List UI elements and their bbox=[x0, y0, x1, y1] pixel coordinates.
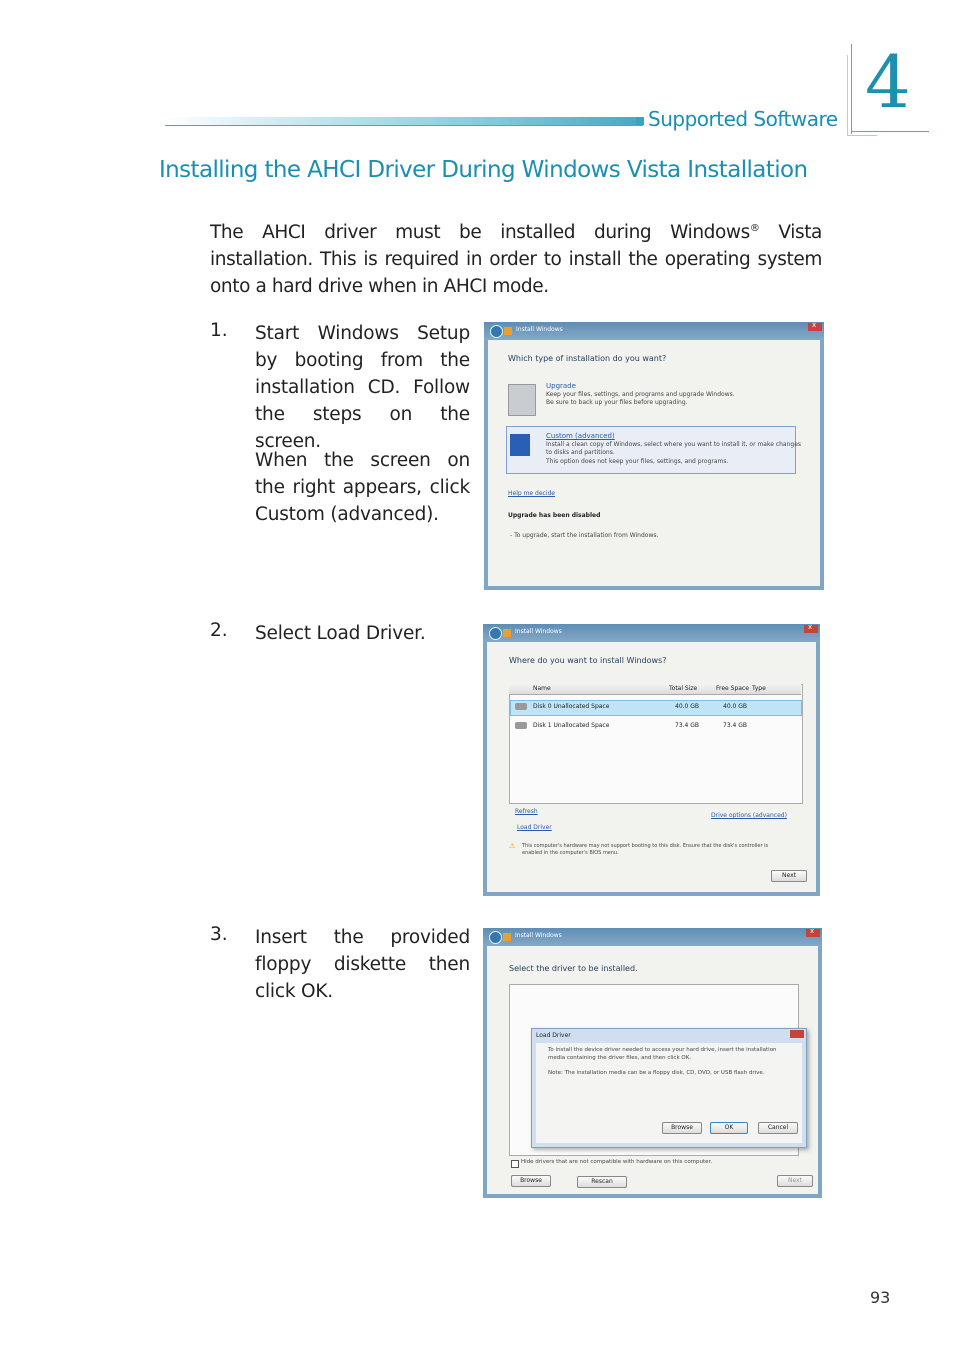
step-number: 1. bbox=[210, 320, 228, 341]
chapter-tab-line bbox=[847, 55, 848, 135]
refresh-link[interactable]: Refresh bbox=[515, 808, 538, 815]
disk-total-size: 73.4 GB bbox=[675, 722, 700, 729]
windows-setup-icon bbox=[503, 629, 511, 637]
close-button[interactable] bbox=[806, 929, 820, 937]
window-title: Install Windows bbox=[515, 932, 562, 939]
custom-description: Install a clean copy of Windows, select where you want to install it, or make changes bbox=[546, 441, 802, 448]
upgrade-icon bbox=[508, 384, 536, 416]
browse-button[interactable]: Browse bbox=[511, 1175, 551, 1187]
close-icon: x bbox=[808, 624, 813, 631]
close-icon: x bbox=[810, 928, 815, 935]
back-arrow-icon[interactable] bbox=[490, 325, 503, 338]
upgrade-disabled-heading: Upgrade has been disabled bbox=[508, 512, 601, 519]
windows-setup-icon bbox=[504, 327, 512, 335]
page-number: 93 bbox=[870, 1288, 891, 1307]
window-titlebar bbox=[484, 322, 824, 340]
disk-free-space: 73.4 GB bbox=[723, 722, 748, 729]
hide-drivers-label: Hide drivers that are not compatible with hardware on this computer. bbox=[521, 1159, 713, 1165]
close-button[interactable] bbox=[804, 625, 818, 633]
column-header[interactable]: Free Space bbox=[716, 685, 749, 692]
window-titlebar bbox=[483, 624, 820, 642]
step-number: 3. bbox=[210, 924, 228, 945]
drive-options-link[interactable]: Drive options (advanced) bbox=[711, 812, 787, 819]
upgrade-description: Be sure to back up your files before upgrading. bbox=[546, 399, 688, 406]
dialog-note: Note: The installation media can be a floppy disk, CD, DVD, or USB flash drive. bbox=[548, 1070, 765, 1076]
step-number: 2. bbox=[210, 620, 228, 641]
custom-install-icon bbox=[510, 434, 530, 456]
column-header[interactable]: Total Size bbox=[669, 685, 698, 692]
column-header[interactable]: Type bbox=[752, 685, 766, 692]
windows-setup-icon bbox=[503, 933, 511, 941]
window-titlebar bbox=[483, 928, 822, 946]
driver-question: Select the driver to be installed. bbox=[509, 964, 638, 973]
disk-total-size: 40.0 GB bbox=[675, 703, 700, 710]
warning-text: enabled in the computer's BIOS menu. bbox=[522, 850, 619, 856]
install-question: Where do you want to install Windows? bbox=[509, 656, 667, 665]
close-icon: x bbox=[812, 322, 817, 329]
chapter-number: 4 bbox=[865, 40, 911, 124]
screenshot-load-driver bbox=[483, 928, 822, 1198]
intro-text: The AHCI driver must be installed during Windows bbox=[210, 222, 750, 244]
browse-button[interactable]: Browse bbox=[662, 1122, 702, 1134]
disk-icon bbox=[515, 703, 527, 710]
back-arrow-icon[interactable] bbox=[489, 931, 502, 944]
step-text: Start Windows Setup by booting from the installation CD. Follow the steps on the screen. bbox=[255, 323, 470, 452]
disk-name: Disk 0 Unallocated Space bbox=[533, 703, 610, 710]
upgrade-description: Keep your files, settings, and programs and upgrade Windows. bbox=[546, 391, 735, 398]
load-driver-link[interactable]: Load Driver bbox=[517, 824, 552, 831]
step-text: When the screen on the right appears, click Custom (advanced). bbox=[255, 450, 470, 525]
window-body bbox=[488, 340, 820, 586]
chapter-tab-line bbox=[847, 135, 877, 136]
window-title: Install Windows bbox=[515, 628, 562, 635]
dialog-body bbox=[536, 1043, 802, 1143]
install-question: Which type of installation do you want? bbox=[508, 354, 667, 363]
header-square-marker bbox=[636, 117, 644, 125]
dialog-text: media containing the driver files, and then click OK. bbox=[548, 1055, 692, 1061]
window-body bbox=[487, 642, 816, 892]
disk-free-space: 40.0 GB bbox=[723, 703, 748, 710]
header-gradient-bar bbox=[165, 117, 643, 125]
warning-text: This computer's hardware may not support booting to this disk. Ensure that the disk's controller is bbox=[522, 843, 769, 849]
dialog-close-button[interactable] bbox=[790, 1030, 804, 1038]
window-body bbox=[487, 946, 818, 1194]
running-header: Supported Software bbox=[648, 107, 838, 131]
back-arrow-icon[interactable] bbox=[489, 627, 502, 640]
cancel-button[interactable]: Cancel bbox=[758, 1122, 798, 1134]
next-button[interactable]: Next bbox=[771, 870, 807, 882]
intro-text: Vista installation. This is required in order to install the operating system onto a hard drive when in AHCI mode. bbox=[210, 222, 822, 298]
close-button[interactable] bbox=[808, 323, 822, 331]
upgrade-disabled-note: - To upgrade, start the installation from Windows. bbox=[510, 532, 659, 539]
column-header[interactable]: Name bbox=[533, 685, 551, 692]
dialog-title: Load Driver bbox=[536, 1032, 571, 1039]
screenshot-install-type bbox=[484, 322, 824, 590]
step-text: Insert the provided floppy diskette then click OK. bbox=[255, 927, 470, 1002]
disk-name[interactable]: Disk 1 Unallocated Space bbox=[533, 722, 610, 729]
section-title: Installing the AHCI Driver During Windows Vista Installation bbox=[159, 157, 808, 183]
screenshot-install-location bbox=[483, 624, 820, 896]
ok-button[interactable]: OK bbox=[710, 1122, 748, 1134]
rescan-button[interactable]: Rescan bbox=[577, 1176, 627, 1188]
load-driver-dialog bbox=[531, 1028, 807, 1148]
header-rule bbox=[165, 125, 643, 126]
window-title: Install Windows bbox=[516, 326, 563, 333]
next-button[interactable]: Next bbox=[777, 1175, 813, 1187]
warning-icon: ⚠ bbox=[509, 842, 516, 850]
custom-description: to disks and partitions. bbox=[546, 449, 615, 456]
custom-description: This option does not keep your files, settings, and programs. bbox=[546, 458, 729, 465]
chapter-tab-line bbox=[851, 131, 929, 132]
help-me-decide-link[interactable]: Help me decide bbox=[508, 490, 555, 497]
upgrade-option[interactable]: Upgrade bbox=[546, 382, 576, 390]
custom-advanced-option[interactable]: Custom (advanced) bbox=[546, 432, 615, 440]
step-text: Select Load Driver. bbox=[255, 623, 426, 644]
disk-icon bbox=[515, 722, 527, 729]
intro-paragraph bbox=[210, 215, 822, 300]
chapter-tab-line bbox=[851, 44, 852, 134]
registered-mark: ® bbox=[749, 223, 760, 234]
dialog-text: To install the device driver needed to access your hard drive, insert the installation bbox=[548, 1047, 777, 1053]
hide-drivers-checkbox[interactable] bbox=[511, 1160, 519, 1168]
